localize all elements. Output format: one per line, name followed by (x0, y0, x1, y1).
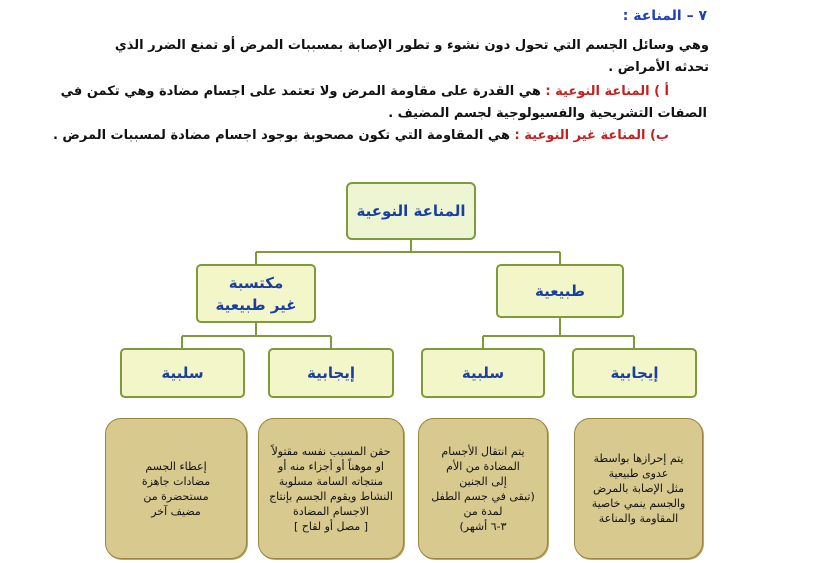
acquired-passive-node: سلبية (120, 348, 245, 398)
intro-line-2: تحدثه الأمراض . (608, 60, 709, 75)
detail-line: (تبقى في جسم الطفل (431, 489, 535, 503)
natural-active-node: إيجابية (572, 348, 697, 398)
item-b-label: ب) المناعة غير النوعية : (514, 128, 669, 143)
root-node: المناعة النوعية (346, 182, 476, 240)
item-a-label: أ ) المناعة النوعية : (545, 84, 669, 99)
detail-line: [ مصل أو لقاح ] (293, 519, 369, 533)
detail-line: إلى الجنين (459, 474, 507, 488)
detail-line: او موهناً أو أجزاء منه أو (278, 459, 384, 473)
detail-line: مضادات جاهزة (141, 474, 211, 488)
detail-line: ٣-٦ أشهر) (459, 519, 507, 533)
detail-line: عدوى طبيعية (608, 467, 669, 480)
natural-passive-detail (418, 418, 548, 559)
item-b-text: هي المقاومة التي تكون مصحوبة بوجود اجسام مضادة لمسببات المرض . (52, 128, 515, 143)
detail-line: والجسم ينمي خاصية (591, 497, 686, 510)
natural-node: طبيعية (496, 264, 624, 318)
natural-active-detail (574, 418, 703, 559)
detail-line: لمدة من (463, 504, 503, 518)
acquired-active-detail (258, 418, 404, 559)
detail-line: المضادة من الأم (446, 459, 520, 473)
detail-line: مثل الإصابة بالمرض (593, 482, 685, 495)
acquired-active-node: إيجابية (268, 348, 394, 398)
acquired-label-2: غير طبيعية (215, 295, 297, 314)
detail-line: يتم إحرازها بواسطة (593, 452, 684, 465)
detail-line: إعطاء الجسم (145, 459, 207, 473)
detail-line: مضيف آخر (151, 504, 201, 518)
acquired-label-1: مكتسبة (228, 273, 284, 292)
detail-line: منتجاته السامة مسلوبة (278, 474, 384, 488)
natural-passive-node: سلبية (421, 348, 545, 398)
acquired-node (196, 264, 316, 323)
detail-line: يتم انتقال الأجسام (441, 444, 525, 458)
section-heading: ٧ – المناعة : (622, 8, 707, 24)
detail-line: الاجسام المضادة (293, 504, 369, 518)
detail-line: النشاط ويقوم الجسم بإنتاج (269, 489, 393, 503)
acquired-passive-detail (105, 418, 247, 559)
item-a-line-2: الصفات التشريحية والفسيولوجية لجسم المضيف . (388, 106, 707, 121)
item-a-text-1: هي القدرة على مقاومة المرض ولا تعتمد على اجسام مضادة وهي تكمن في (60, 84, 546, 99)
detail-line: حقن المسبب نفسه مقتولاً (271, 444, 391, 458)
intro-line-1: وهي وسائل الجسم التي تحول دون نشوء و تطور الإصابة بمسببات المرض أو تمنع الضرر الذي (114, 38, 709, 53)
detail-line: مستحضرة من (143, 489, 209, 503)
detail-line: المقاومة والمناعة (598, 512, 679, 525)
